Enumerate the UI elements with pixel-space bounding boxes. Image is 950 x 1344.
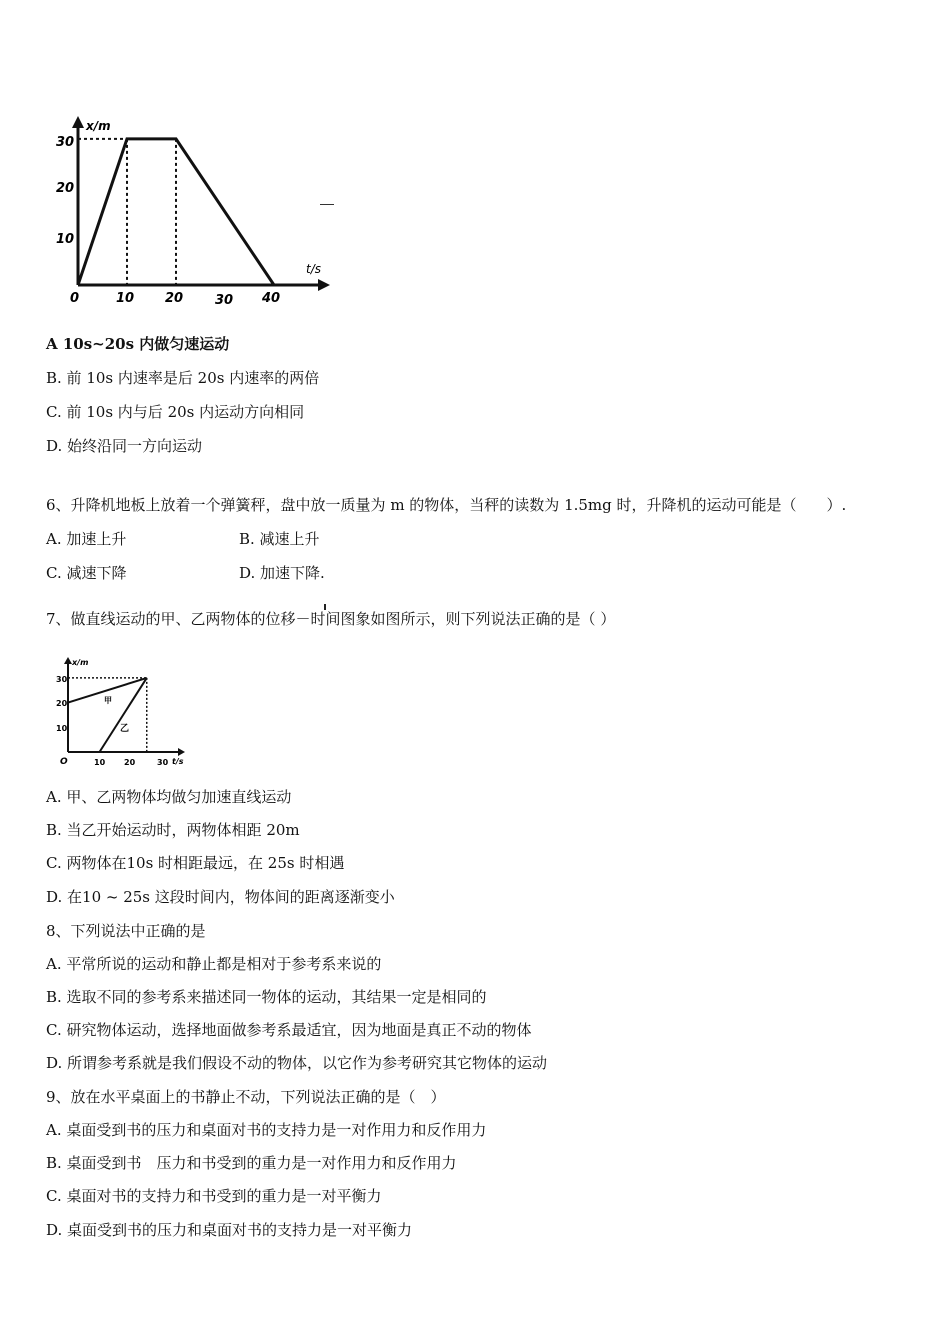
fig2-xtick-10: 10 xyxy=(94,758,106,767)
fig1-y-axis-label: x/m xyxy=(86,119,111,133)
fig1-xtick-0: 0 xyxy=(70,291,80,306)
q6-stem: 6、升降机地板上放着一个弹簧秤，盘中放一质量为 m 的物体，当秤的读数为 1.5mg 时，升降机的运动可能是（ ）. xyxy=(46,496,847,514)
fig1-xtick-10: 10 xyxy=(116,291,135,306)
fig2-y-arrow xyxy=(64,657,72,664)
q8-option-c: C. 研究物体运动，选择地面做参考系最适宜，因为地面是真正不动的物体 xyxy=(46,1021,532,1039)
fig1-ytick-10: 10 xyxy=(56,232,75,247)
fig2-ytick-20: 20 xyxy=(56,699,68,708)
fig2-x-arrow xyxy=(178,748,185,756)
q7-stem: 7、做直线运动的甲、乙两物体的位移－时间图象如图所示，则下列说法正确的是（ ） xyxy=(46,610,616,628)
fig1-y-arrow xyxy=(72,116,84,128)
fig1-ytick-20: 20 xyxy=(56,181,75,196)
figure1-xt-graph xyxy=(50,112,340,312)
q8-stem: 8、下列说法中正确的是 xyxy=(46,922,206,940)
fig2-ytick-10: 10 xyxy=(56,724,68,733)
q7-option-c: C. 两物体在10s 时相距最远，在 25s 时相遇 xyxy=(46,854,345,872)
fig2-y-axis-label: x/m xyxy=(72,658,89,667)
fig2-label-jia: 甲 xyxy=(104,696,112,705)
q9-option-d: D. 桌面受到书的压力和桌面对书的支持力是一对平衡力 xyxy=(46,1221,413,1239)
q6-option-b: B. 减速上升 xyxy=(239,530,320,548)
q9-option-a: A. 桌面受到书的压力和桌面对书的支持力是一对作用力和反作用力 xyxy=(46,1121,487,1139)
fig1-xtick-20: 20 xyxy=(165,291,184,306)
fig2-ytick-30: 30 xyxy=(56,675,68,684)
q8-option-b: B. 选取不同的参考系来描述同一物体的运动，其结果一定是相同的 xyxy=(46,988,487,1006)
q7-option-d: D. 在10 ~ 25s 这段时间内，物体间的距离逐渐变小 xyxy=(46,888,395,906)
fig2-label-yi: 乙 xyxy=(120,724,130,734)
q6-option-a: A. 加速上升 xyxy=(46,530,127,548)
stray-dash-mark xyxy=(320,204,334,205)
q6-option-d: D. 加速下降. xyxy=(239,564,325,582)
fig2-xtick-30: 30 xyxy=(157,758,169,767)
fig1-x-axis-label: t/s xyxy=(306,262,321,276)
fig1-xtick-40: 40 xyxy=(262,291,281,306)
q5-option-a: A 10s~20s 内做匀速运动 xyxy=(46,335,230,353)
fig1-x-arrow xyxy=(318,279,330,291)
q5-option-b: B. 前 10s 内速率是后 20s 内速率的两倍 xyxy=(46,369,320,387)
q8-option-d: D. 所谓参考系就是我们假设不动的物体，以它作为参考研究其它物体的运动 xyxy=(46,1054,548,1072)
fig2-series-yi-line xyxy=(100,678,147,752)
q7-option-a: A. 甲、乙两物体均做匀加速直线运动 xyxy=(46,788,292,806)
q6-option-c: C. 减速下降 xyxy=(46,564,127,582)
q5-option-d: D. 始终沿同一方向运动 xyxy=(46,437,203,455)
q5-option-c: C. 前 10s 内与后 20s 内运动方向相同 xyxy=(46,403,305,421)
fig2-x-axis-label: t/s xyxy=(172,757,184,766)
fig2-xtick-20: 20 xyxy=(124,758,136,767)
q7-option-b: B. 当乙开始运动时，两物体相距 20m xyxy=(46,821,300,839)
fig1-ytick-30: 30 xyxy=(56,135,75,150)
q9-option-c: C. 桌面对书的支持力和书受到的重力是一对平衡力 xyxy=(46,1187,382,1205)
stray-tick-mark xyxy=(324,604,326,610)
figure2-xt-graph xyxy=(54,652,194,772)
q8-option-a: A. 平常所说的运动和静止都是相对于参考系来说的 xyxy=(46,955,382,973)
q9-stem: 9、放在水平桌面上的书静止不动，下列说法正确的是（ ） xyxy=(46,1088,446,1106)
fig2-xtick-o: O xyxy=(60,757,68,767)
fig1-xtick-30: 30 xyxy=(215,293,234,308)
q9-option-b: B. 桌面受到书 压力和书受到的重力是一对作用力和反作用力 xyxy=(46,1154,457,1172)
